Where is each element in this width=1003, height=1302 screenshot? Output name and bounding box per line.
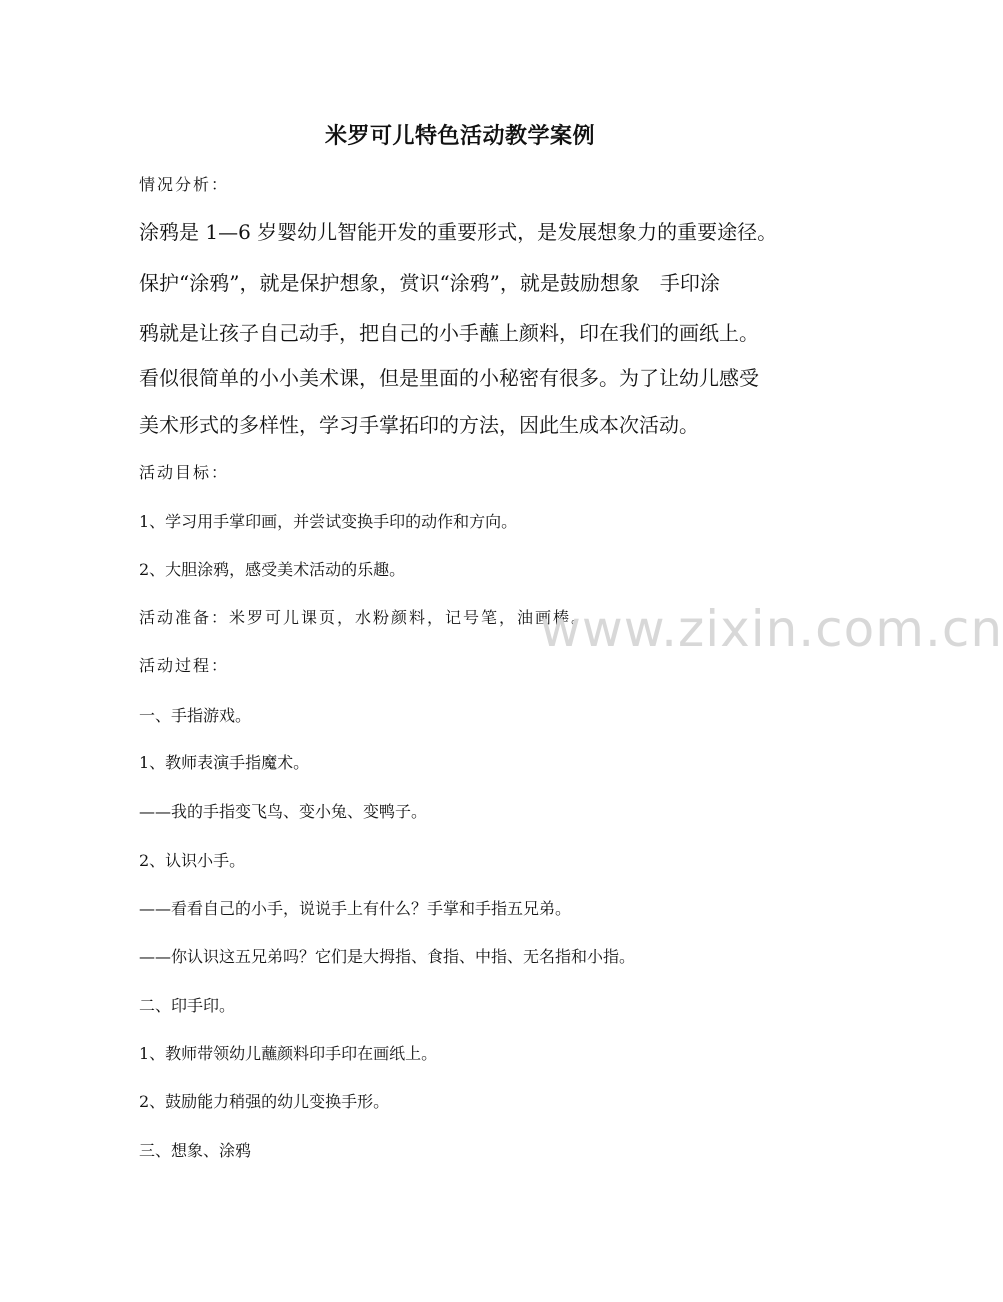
analysis-line-2: 保护“涂鸦”，就是保护想象，赏识“涂鸦”，就是鼓励想象 手印涂 xyxy=(139,271,720,295)
watermark: www.zixin.com.cn xyxy=(540,600,1003,658)
process-part-2-step-2: 2、鼓励能力稍强的幼儿变换手形。 xyxy=(139,1092,390,1111)
process-part-1: 一、手指游戏。 xyxy=(139,706,252,725)
analysis-line-1: 涂鸦是 1—6 岁婴幼儿智能开发的重要形式，是发展想象力的重要途径。 xyxy=(139,220,778,244)
process-part-1-step-2-detail-b: ——你认识这五兄弟吗？它们是大拇指、食指、中指、无名指和小指。 xyxy=(139,947,636,966)
process-part-1-step-2-detail-a: ——看看自己的小手，说说手上有什么？手掌和手指五兄弟。 xyxy=(139,899,572,918)
goal-item-1: 1、学习用手掌印画，并尝试变换手印的动作和方向。 xyxy=(139,512,518,531)
section-heading-goals: 活动目标： xyxy=(139,463,230,482)
document-title: 米罗可儿特色活动教学案例 xyxy=(324,123,595,149)
process-part-3: 三、想象、涂鸦 xyxy=(139,1141,252,1160)
section-heading-process: 活动过程： xyxy=(139,656,230,675)
goal-item-2: 2、大胆涂鸦，感受美术活动的乐趣。 xyxy=(139,560,406,579)
section-heading-analysis: 情况分析： xyxy=(139,175,230,194)
analysis-line-3: 鸦就是让孩子自己动手，把自己的小手蘸上颜料，印在我们的画纸上。 xyxy=(139,321,759,345)
analysis-line-4: 看似很简单的小小美术课，但是里面的小秘密有很多。为了让幼儿感受 xyxy=(139,366,759,390)
process-part-1-step-1-detail: ——我的手指变飞鸟、变小兔、变鸭子。 xyxy=(139,802,428,821)
analysis-line-5: 美术形式的多样性，学习手掌拓印的方法，因此生成本次活动。 xyxy=(139,413,699,437)
process-part-1-step-1: 1、教师表演手指魔术。 xyxy=(139,753,310,772)
process-part-2: 二、印手印。 xyxy=(139,996,236,1015)
process-part-2-step-1: 1、教师带领幼儿蘸颜料印手印在画纸上。 xyxy=(139,1044,438,1063)
preparation-line: 活动准备：米罗可儿课页，水粉颜料，记号笔，油画棒。 xyxy=(139,608,590,627)
process-part-1-step-2: 2、认识小手。 xyxy=(139,851,246,870)
